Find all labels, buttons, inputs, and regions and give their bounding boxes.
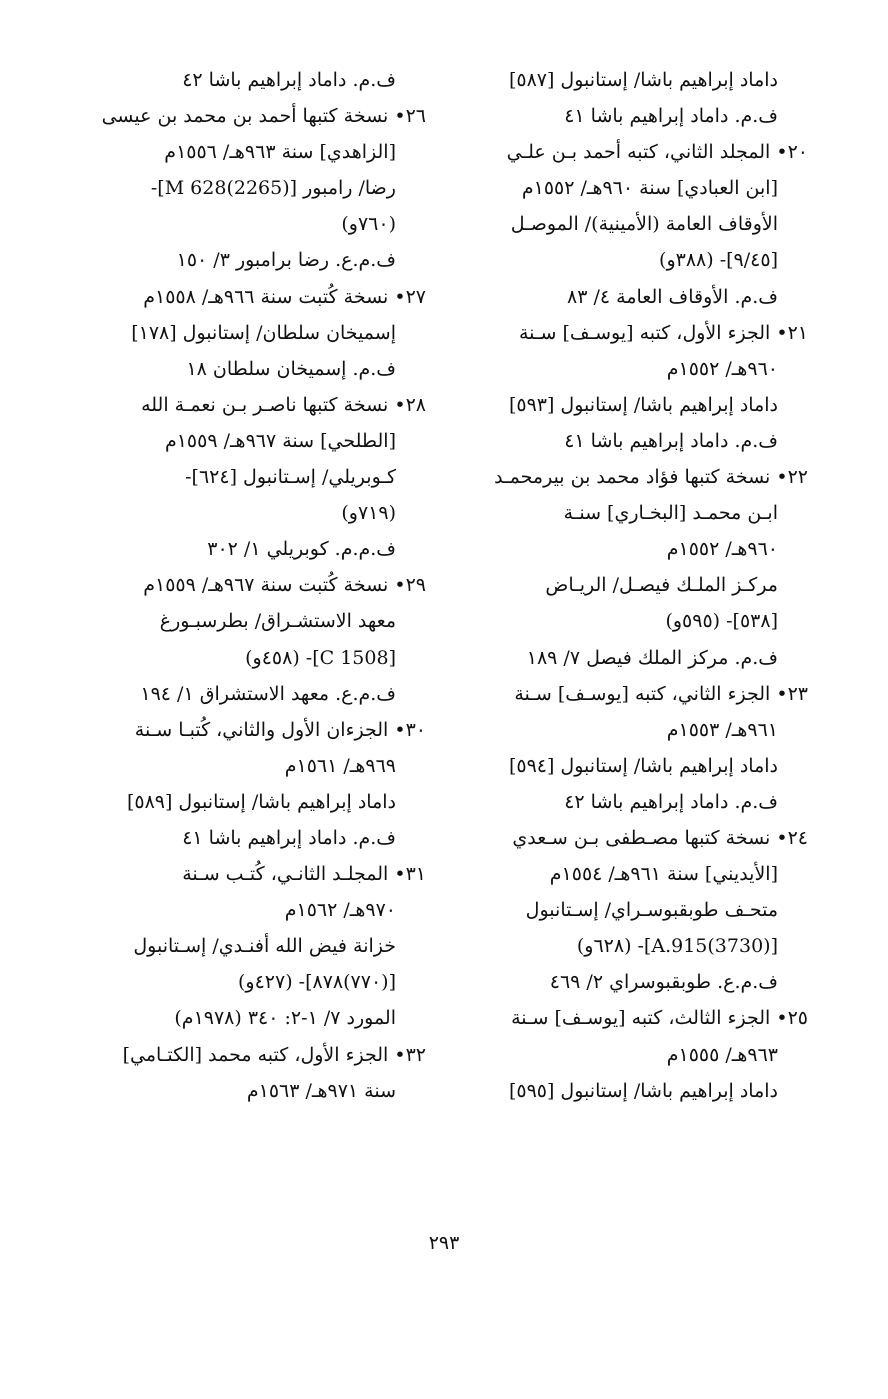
entry-heading-line: ٣٢• الجزء الأول، كتبه محمد [الكتـامي] bbox=[122, 1043, 426, 1066]
entry-line: خزانة فيض الله أفنـدي/ إسـتانبول bbox=[133, 935, 396, 958]
entry-heading-line: ٢٨• نسخة كتبها ناصـر بـن نعمـة الله bbox=[141, 393, 426, 416]
entry-line: داماد إبراهيم باشا/ إستانبول [٥٩٣] bbox=[508, 393, 778, 416]
entry-line: ٩٦٩هـ/ ١٥٦١م bbox=[284, 754, 396, 777]
entry-line: ٩٦٣هـ/ ١٥٥٥م bbox=[666, 1043, 778, 1066]
entry-line: ف.م.ع. طوبقبوسراي ٢/ ٤٦٩ bbox=[549, 971, 778, 994]
entry-heading-line: ٢٥• الجزء الثالث، كتبه [يوسـف] سـنة bbox=[511, 1007, 808, 1030]
page-number: ٢٩٣ bbox=[428, 1232, 460, 1254]
entry-line: ف.م. داماد إبراهيم باشا ٤٢ bbox=[564, 790, 778, 813]
entry-line: [C 1508]- (٤٥٨و) bbox=[245, 646, 396, 669]
entry-line: داماد إبراهيم باشا/ إستانبول [٥٨٩] bbox=[126, 790, 396, 813]
entry-line: داماد إبراهيم باشا/ إستانبول [٥٩٤] bbox=[508, 754, 778, 777]
entry-line: ٩٦١هـ/ ١٥٥٣م bbox=[666, 718, 778, 741]
entry-line: داماد إبراهيم باشا/ إستانبول [٥٨٧] bbox=[508, 69, 778, 91]
entry-line: [A.915(3730)]- (٦٢٨و) bbox=[576, 935, 778, 958]
entry-line: [الزاهدي] سنة ٩٦٣هـ/ ١٥٥٦م bbox=[164, 141, 396, 164]
entry-line: ابـن محمـد [البخـاري] سنـة bbox=[563, 502, 778, 525]
entry-heading-line: ٢٣• الجزء الثاني، كتبه [يوسـف] سـنة bbox=[514, 682, 808, 705]
entry-heading-line: ٣٠• الجزءان الأول والثاني، كُتبـا سـنة bbox=[134, 718, 426, 741]
entry-line: [الطلحي] سنة ٩٦٧هـ/ ١٥٥٩م bbox=[164, 429, 396, 452]
entry-line: كـوبريلي/ إسـتانبول [٦٢٤]- bbox=[185, 466, 396, 489]
entry-line: ف.م. داماد إبراهيم باشا ٤٢ bbox=[182, 69, 396, 91]
entry-line: سنة ٩٧١هـ/ ١٥٦٣م bbox=[246, 1079, 396, 1102]
entry-line: [(٧٧٠)٨٧٨]- (٤٢٧و) bbox=[237, 971, 396, 994]
entry-line: [٩/٤٥]- (٣٨٨و) bbox=[659, 249, 778, 272]
entry-line: (٧٦٠و) bbox=[341, 213, 396, 236]
left-column bbox=[81, 62, 426, 1109]
entry-line: ف.م.م. كوبريلي ١/ ٣٠٢ bbox=[207, 538, 396, 561]
entry-line: رضا/ رامبور [M 628(2265)]- bbox=[150, 177, 396, 200]
entry-line: ف.م. مركز الملك فيصل ٧/ ١٨٩ bbox=[526, 646, 778, 669]
entry-heading-line: ٢٢• نسخة كتبها فؤاد محمد بن بيرمحمـد bbox=[494, 466, 808, 489]
entry-line: (٧١٩و) bbox=[341, 502, 396, 525]
entry-heading-line: ٣١• المجلـد الثانـي، كُتـب سـنة bbox=[182, 863, 426, 886]
entry-heading-line: ٢٩• نسخة كُتبت سنة ٩٦٧هـ/ ١٥٥٩م bbox=[143, 574, 426, 597]
entry-line: ف.م. داماد إبراهيم باشا ٤١ bbox=[564, 105, 778, 128]
entry-line: ف.م.ع. معهد الاستشراق ١/ ١٩٤ bbox=[140, 682, 396, 705]
entry-line: ٩٦٠هـ/ ١٥٥٢م bbox=[666, 538, 778, 561]
entry-line: ف.م.ع. رضا برامبور ٣/ ١٥٠ bbox=[176, 249, 396, 272]
entry-heading-line: ٢٧• نسخة كُتبت سنة ٩٦٦هـ/ ١٥٥٨م bbox=[143, 285, 426, 308]
entry-line: ف.م. داماد إبراهيم باشا ٤١ bbox=[564, 429, 778, 452]
entry-line: الأوقاف العامة (الأمينية)/ الموصـل bbox=[510, 213, 778, 236]
entry-line: ف.م. إسميخان سلطان ١٨ bbox=[186, 357, 396, 380]
entry-line: ف.م. الأوقاف العامة ٤/ ٨٣ bbox=[567, 285, 778, 308]
entry-heading-line: ٢٠• المجلد الثاني، كتبه أحمد بـن علـي bbox=[506, 141, 808, 164]
entry-line: ٩٦٠هـ/ ١٥٥٢م bbox=[666, 357, 778, 380]
entry-line: [٥٣٨]- (٥٩٥و) bbox=[665, 610, 778, 633]
right-column bbox=[468, 62, 808, 1109]
entry-line: [الأيديني] سنة ٩٦١هـ/ ١٥٥٤م bbox=[549, 863, 778, 886]
entry-line: متحـف طوبقبوسـراي/ إسـتانبول bbox=[525, 899, 778, 922]
entry-line: مركـز الملـك فيصـل/ الريـاض bbox=[545, 574, 778, 597]
entry-heading-line: ٢١• الجزء الأول، كتبه [يوسـف] سـنة bbox=[519, 321, 808, 344]
entry-line: [ابن العبادي] سنة ٩٦٠هـ/ ١٥٥٢م bbox=[521, 177, 778, 200]
entry-heading-line: ٢٦• نسخة كتبها أحمد بن محمد بن عيسى bbox=[101, 105, 426, 128]
entry-line: ف.م. داماد إبراهيم باشا ٤١ bbox=[182, 826, 396, 849]
entry-line: ٩٧٠هـ/ ١٥٦٢م bbox=[284, 899, 396, 922]
entry-line: المورد ٧/ ١-٢: ٣٤٠ (١٩٧٨م) bbox=[174, 1007, 396, 1030]
entry-line: معهد الاستشـراق/ بطرسبـورغ bbox=[159, 610, 396, 633]
entry-heading-line: ٢٤• نسخة كتبها مصـطفى بـن سـعدي bbox=[512, 826, 808, 849]
entry-line: إسميخان سلطان/ إستانبول [١٧٨] bbox=[131, 321, 396, 344]
entry-line: داماد إبراهيم باشا/ إستانبول [٥٩٥] bbox=[508, 1079, 778, 1102]
